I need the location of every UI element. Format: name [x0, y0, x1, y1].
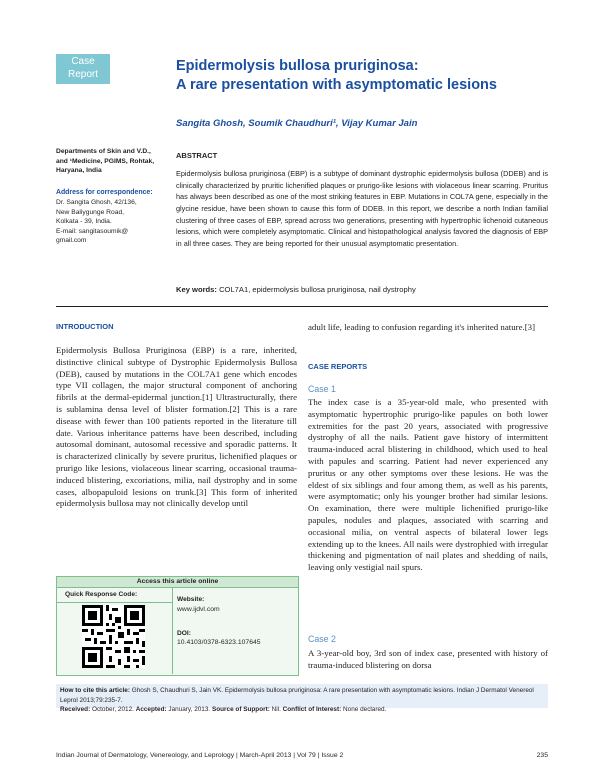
case-1-text: The index case is a 35-year-old male, who presented with asymptomatic hypertrophic prurigo-like papules on both lower extremities for the past 20 years, associated with progressive dystrophy of all the nails. Patient gave history of intermittent trauma-induced acral blistering in childhood, which used to heal with papules and scarring. Patient had never experienced any pruritus or any other symptoms over these lesions. He was the eldest of six siblings and four among them, as well as his parents, were asymptomatic; only his younger brother had similar lesions. On examination, there were multiple lichenified prurigo-like papules, nodules and plaques, associated with scarring and occasional milia, on ventral aspects of bilateral lower legs extending up to the knees. All nails were dystrophied with irregular thickening and pigmentation of nail plates and shedding of nails, leaving only vestigial nail spurs. — [308, 397, 548, 573]
qr-divider — [57, 602, 172, 603]
badge-line-1: Case — [71, 56, 95, 67]
doi-link[interactable]: 10.4103/0378-6323.107645 — [177, 639, 261, 646]
access-article-box — [56, 576, 299, 676]
keywords-text: COL7A1, epidermolysis bullosa pruriginosa, nail dystrophy — [219, 285, 416, 294]
abstract-text: Epidermolysis bullosa pruriginosa (EBP) is a subtype of dominant dystrophic epidermolysis bullosa (DDEB) and is clinically characterized by pruritic lichenified plaques or prurigo-like lesions with violaceous linear scarring. Pruritus has always been described as one of the most striking features in EBP. Mutations in COL7A gene, especially in the glycine residue, have been shown to cause this form of DDEB. In this report, we describe a north Indian familial clustering of three cases of EBP, spread across two generations, presenting with hypertrophic lichenoid cutaneous lesions, which were completely asymptomatic. Clinical and histopathological analysis favored the diagnosis of EBP in all three cases. They are being reported for their unusual asymptomatic presentation. — [176, 169, 548, 248]
abstract-heading: ABSTRACT — [176, 151, 218, 160]
affiliation — [56, 147, 168, 176]
conflict-label: Conflict of Interest: — [282, 706, 342, 713]
affiliation-line: and ¹Medicine, PGIMS, Rohtak, — [56, 157, 155, 165]
author-list: Sangita Ghosh, Soumik Chaudhuri¹, Vijay Kumar Jain — [176, 118, 418, 129]
support-value: Nil. — [271, 706, 281, 713]
website-label: Website: — [177, 596, 205, 603]
keywords-label: Key words: — [176, 285, 217, 294]
cite-text: Ghosh S, Chaudhuri S, Jain VK. Epidermolysis bullosa pruriginosa: A rare presentation with asymptomatic lesions. Indian J Dermatol Venereol Leprol 2013;79:235-7. — [60, 687, 534, 704]
address-line: Kolkata - 39, India. — [56, 218, 112, 226]
accepted-date: January, 2013. — [168, 706, 211, 713]
introduction-continued: adult life, leading to confusion regarding it's inherited nature.[3] — [308, 322, 536, 332]
address-line: gmail.com — [56, 237, 87, 245]
case-reports-heading: CASE REPORTS — [308, 362, 368, 371]
received-date: October, 2012. — [91, 706, 134, 713]
case-1-heading: Case 1 — [308, 384, 336, 394]
address-line: E-mail: sangitasoumik@ — [56, 227, 129, 235]
accepted-label: Accepted: — [135, 706, 167, 713]
address-heading: Address for correspondence: — [56, 189, 153, 196]
badge-line-2: Report — [67, 69, 98, 80]
affiliation-line: Haryana, India — [56, 167, 102, 175]
conflict-value: None declared. — [343, 706, 387, 713]
title-line-2: A rare presentation with asymptomatic lesions — [176, 77, 497, 93]
column-divider — [172, 588, 173, 674]
introduction-text: Epidermolysis Bullosa Pruriginosa (EBP) is a rare, inherited, distinctive clinical subtype of Dystrophic Epidermolysis Bullosa (DEB), caused by mutations in the COL7A1 gene which encodes type VII collagen, the major structural component of anchoring fibrils at the dermal-epidermal junction.[1] Ultrastructurally, there is sublamina densa level of blister formation.[2] This is a rare disease with fewer than 100 patients reported in the literature till date. Various inheritance patterns have been described, including autosomal dominant, autosomal recessive and sporadic patterns. It is characterized clinically by severe pruritus, lichenified plaques or prurigo like lesions, violaceous linear scarring, occasional trauma-induced blistering, excoriations, milia, nail dystrophy and in some cases, albopapuloid lesions on trunk.[3] This form of inherited epidermolysis bullosa may not clinically develop until — [56, 345, 297, 509]
keywords — [176, 285, 416, 294]
address-line: New Baliygunge Road, — [56, 208, 125, 216]
section-divider — [56, 306, 548, 307]
journal-info: Indian Journal of Dermatology, Venereology, and Leprology | March-April 2013 | Vol 79 | Issue 2 — [56, 752, 344, 759]
case-2-heading: Case 2 — [308, 634, 336, 644]
address-line: Dr. Sangita Ghosh, 42/136, — [56, 199, 137, 206]
case-2-text: A 3-year-old boy, 3rd son of index case, presented with history of trauma-induced blistering on dorsa — [308, 648, 548, 670]
qr-code-icon[interactable] — [82, 605, 145, 668]
cite-label: How to cite this article: — [60, 687, 130, 694]
article-type-badge — [56, 54, 110, 84]
qr-label: Quick Response Code: — [65, 591, 138, 598]
doi-label: DOI: — [177, 630, 191, 637]
website-link[interactable]: www.ijdvl.com — [177, 606, 220, 613]
page-footer — [56, 752, 548, 759]
page-number: 235 — [536, 752, 548, 759]
article-title — [176, 57, 576, 95]
received-label: Received: — [60, 706, 91, 713]
citation-box — [56, 684, 548, 713]
support-label: Source of Support: — [211, 706, 270, 713]
correspondence-address — [56, 198, 168, 246]
title-line-1: Epidermolysis bullosa pruriginosa: — [176, 58, 419, 74]
affiliation-line: Departments of Skin and V.D., — [56, 148, 151, 155]
access-heading: Access this article online — [57, 577, 298, 588]
introduction-heading: INTRODUCTION — [56, 322, 114, 331]
